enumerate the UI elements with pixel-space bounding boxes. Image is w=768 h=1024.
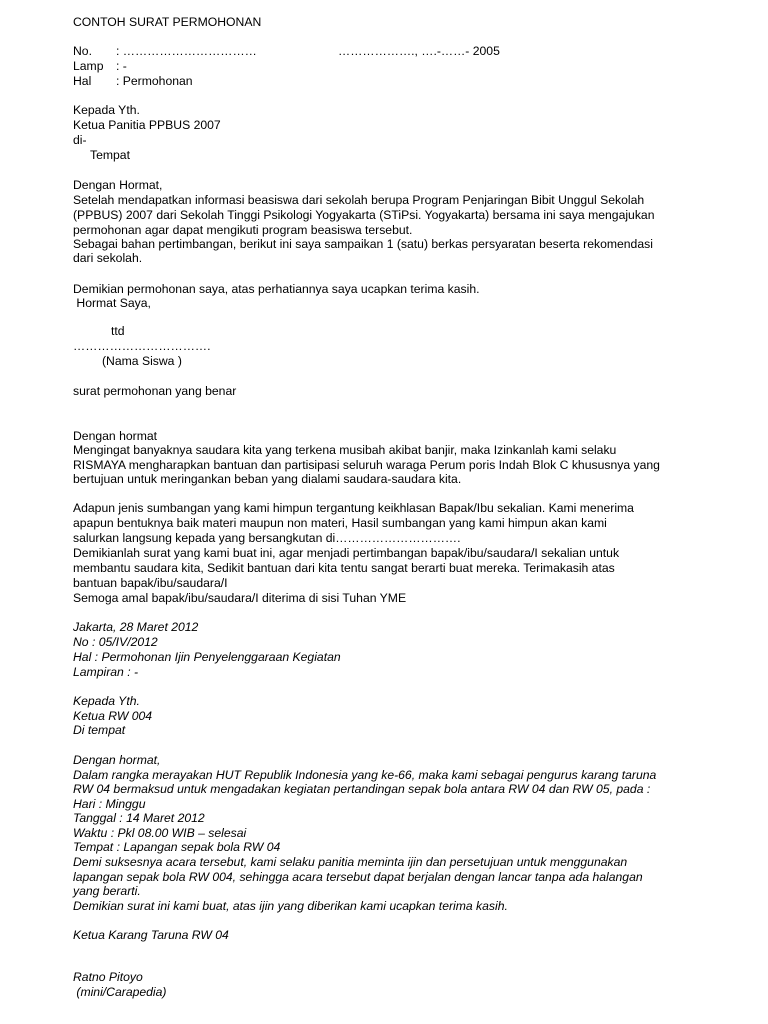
recipient-greeting: Kepada Yth. [73,103,140,117]
body-line: lapangan sepak bola RW 004, sehingga acara tersebut dapat berjalan dengan lancar tanpa ada halangan [73,870,643,884]
body-line: apapun bentuknya baik materi maupun non materi, Hasil sumbangan yang kami himpun akan kami [73,516,607,530]
letter-subject: Hal : Permohonan Ijin Penyelenggaraan Kegiatan [73,650,341,664]
section-caption: surat permohonan yang benar [73,384,237,398]
body-line: membantu saudara kita, Sedikit bantuan dari kita tentu sangat berarti buat mereka. Terimakasih atas [73,561,615,575]
body-line: Setelah mendapatkan informasi beasiswa dari sekolah berupa Program Penjaringan Bibit Unggul Sekolah [73,193,645,207]
body-line: Mengingat banyaknya saudara kita yang terkena musibah akibat banjir, maka Izinkanlah kami selaku [73,443,617,457]
recipient-place: Di tempat [73,723,126,737]
place-date: ………………., ….-……- 2005 [338,44,500,58]
recipient-name: Ketua Panitia PPBUS 2007 [73,118,221,132]
salutation: Dengan Hormat, [73,178,163,192]
signer-name: (Nama Siswa ) [102,354,182,368]
hal-value: : Permohonan [116,74,193,88]
lamp-value: : - [116,59,127,73]
recipient-greeting: Kepada Yth. [73,694,140,708]
event-day: Hari : Minggu [73,797,146,811]
body-line: RISMAYA mengharapkan bantuan dan partisipasi seluruh waraga Perum poris Indah Blok C khususnya yang [73,458,660,472]
body-line: Demi suksesnya acara tersebut, kami selaku panitia meminta ijin dan persetujuan untuk menggunakan [73,855,628,869]
body-line: Demikianlah surat yang kami buat ini, agar menjadi pertimbangan bapak/ibu/saudara/I sekalian untuk [73,546,620,560]
body-line: permohonan agar dapat mengikuti program beasiswa tersebut. [73,223,413,237]
body-line: salurkan langsung kepada yang bersangkutan di…………………………. [73,531,461,545]
closing-line: Demikian permohonan saya, atas perhatiannya saya ucapkan terima kasih. [73,282,480,296]
signature-line: ……………………………. [73,339,211,353]
body-line: bantuan bapak/ibu/saudara/I [73,576,228,590]
page-title: CONTOH SURAT PERMOHONAN [73,15,262,29]
body-line: RW 04 bermaksud untuk mengadakan kegiatan pertandingan sepak bola antara RW 04 dan RW 05, pada : [73,782,651,796]
no-label: No. [73,44,92,58]
salutation: Dengan hormat [73,429,158,443]
body-line: Dalam rangka merayakan HUT Republik Indonesia yang ke-66, maka kami sebagai pengurus karang taruna [73,768,657,782]
signer-title: Ketua Karang Taruna RW 04 [73,928,229,942]
signature-mark: ttd [111,324,125,338]
recipient-di: di- [73,133,87,147]
event-date: Tanggal : 14 Maret 2012 [73,811,205,825]
salutation: Dengan hormat, [73,753,161,767]
recipient-name: Ketua RW 004 [73,709,153,723]
hal-label: Hal [73,74,92,88]
source-note: (mini/Carapedia) [73,985,167,999]
closing-regards: Hormat Saya, [73,296,151,310]
recipient-place: Tempat [90,148,130,162]
body-line: Adapun jenis sumbangan yang kami himpun tergantung keikhlasan Bapak/Ibu sekalian. Kami menerima [73,501,634,515]
body-line: Demikian surat ini kami buat, atas ijin yang diberikan kami ucapkan terima kasih. [73,899,508,913]
letter-attachment: Lampiran : - [73,665,139,679]
body-line: Sebagai bahan pertimbangan, berikut ini saya sampaikan 1 (satu) berkas persyaratan beserta rekomendasi [73,237,653,251]
body-line: yang berarti. [73,884,141,898]
letter-number: No : 05/IV/2012 [73,635,158,649]
no-value: : …………………………… [116,44,257,58]
event-time: Waktu : Pkl 08.00 WIB – selesai [73,826,247,840]
event-venue: Tempat : Lapangan sepak bola RW 04 [73,840,281,854]
letter-date: Jakarta, 28 Maret 2012 [73,620,199,634]
body-line: bertujuan untuk meringankan beban yang dialami saudara-saudara kita. [73,472,462,486]
body-line: (PPBUS) 2007 dari Sekolah Tinggi Psikologi Yogyakarta (STiPsi. Yogyakarta) bersama ini saya mengajukan [73,208,655,222]
body-line: Semoga amal bapak/ibu/saudara/I diterima di sisi Tuhan YME [73,591,407,605]
lamp-label: Lamp [73,59,104,73]
body-line: dari sekolah. [73,251,143,265]
signer-name: Ratno Pitoyo [73,970,143,984]
